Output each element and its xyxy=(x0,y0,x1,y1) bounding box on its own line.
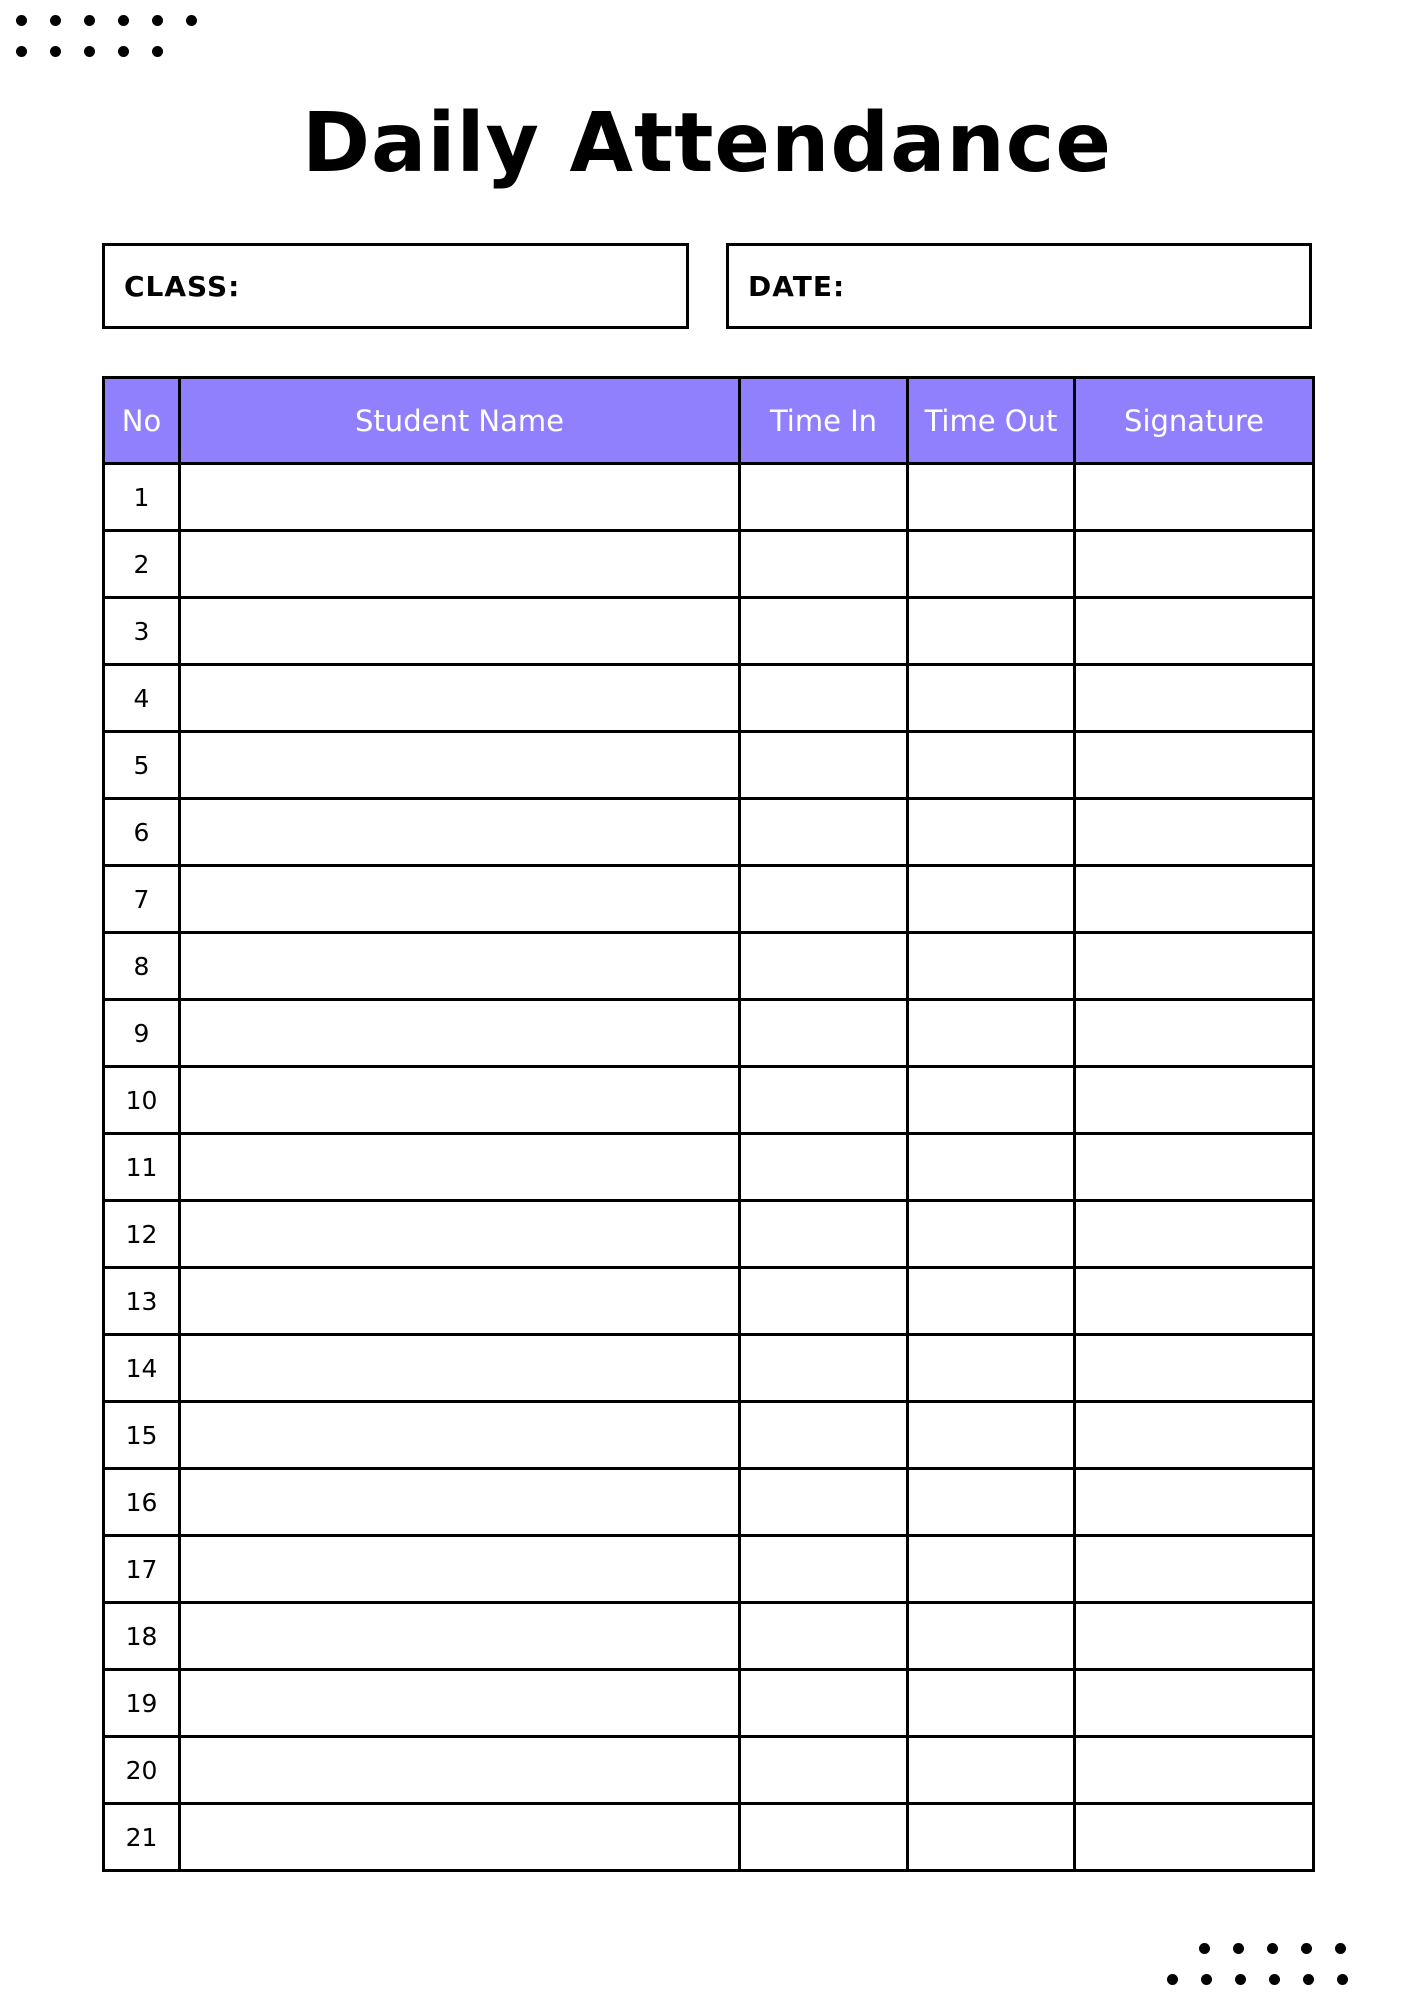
signature-cell[interactable] xyxy=(1075,799,1314,866)
time-out-cell[interactable] xyxy=(908,933,1075,1000)
signature-cell[interactable] xyxy=(1075,1469,1314,1536)
decorative-dots-top xyxy=(16,15,197,57)
time-in-cell[interactable] xyxy=(740,799,908,866)
row-number: 21 xyxy=(104,1804,180,1871)
attendance-table xyxy=(102,376,1315,1872)
row-number: 17 xyxy=(104,1536,180,1603)
table-row xyxy=(104,1603,1314,1670)
time-out-cell[interactable] xyxy=(908,866,1075,933)
time-out-cell[interactable] xyxy=(908,799,1075,866)
time-in-cell[interactable] xyxy=(740,1201,908,1268)
time-in-cell[interactable] xyxy=(740,1402,908,1469)
class-field[interactable] xyxy=(102,243,689,329)
signature-cell[interactable] xyxy=(1075,1134,1314,1201)
row-number: 10 xyxy=(104,1067,180,1134)
time-out-cell[interactable] xyxy=(908,531,1075,598)
time-out-cell[interactable] xyxy=(908,1804,1075,1871)
signature-cell[interactable] xyxy=(1075,732,1314,799)
signature-cell[interactable] xyxy=(1075,1737,1314,1804)
date-field[interactable] xyxy=(726,243,1312,329)
signature-cell[interactable] xyxy=(1075,598,1314,665)
time-out-cell[interactable] xyxy=(908,1402,1075,1469)
time-out-cell[interactable] xyxy=(908,1268,1075,1335)
table-row xyxy=(104,464,1314,531)
row-number: 5 xyxy=(104,732,180,799)
student-name-cell[interactable] xyxy=(180,1469,740,1536)
signature-cell[interactable] xyxy=(1075,1603,1314,1670)
time-out-cell[interactable] xyxy=(908,1737,1075,1804)
table-row xyxy=(104,732,1314,799)
row-number: 12 xyxy=(104,1201,180,1268)
time-out-cell[interactable] xyxy=(908,1000,1075,1067)
signature-cell[interactable] xyxy=(1075,531,1314,598)
student-name-cell[interactable] xyxy=(180,799,740,866)
table-row xyxy=(104,1000,1314,1067)
time-in-cell[interactable] xyxy=(740,598,908,665)
signature-cell[interactable] xyxy=(1075,1804,1314,1871)
time-out-cell[interactable] xyxy=(908,1134,1075,1201)
time-in-cell[interactable] xyxy=(740,531,908,598)
row-number: 7 xyxy=(104,866,180,933)
signature-cell[interactable] xyxy=(1075,1201,1314,1268)
header-time-out: Time Out xyxy=(908,378,1075,464)
signature-cell[interactable] xyxy=(1075,1536,1314,1603)
time-out-cell[interactable] xyxy=(908,1603,1075,1670)
row-number: 15 xyxy=(104,1402,180,1469)
student-name-cell[interactable] xyxy=(180,1670,740,1737)
time-in-cell[interactable] xyxy=(740,665,908,732)
signature-cell[interactable] xyxy=(1075,1402,1314,1469)
class-label: CLASS: xyxy=(124,269,241,303)
time-out-cell[interactable] xyxy=(908,1670,1075,1737)
row-number: 18 xyxy=(104,1603,180,1670)
row-number: 13 xyxy=(104,1268,180,1335)
time-in-cell[interactable] xyxy=(740,866,908,933)
signature-cell[interactable] xyxy=(1075,1670,1314,1737)
time-in-cell[interactable] xyxy=(740,464,908,531)
time-out-cell[interactable] xyxy=(908,1335,1075,1402)
signature-cell[interactable] xyxy=(1075,665,1314,732)
student-name-cell[interactable] xyxy=(180,1201,740,1268)
time-out-cell[interactable] xyxy=(908,732,1075,799)
header-time-in: Time In xyxy=(740,378,908,464)
row-number: 8 xyxy=(104,933,180,1000)
table-row xyxy=(104,665,1314,732)
row-number: 6 xyxy=(104,799,180,866)
table-row xyxy=(104,1670,1314,1737)
row-number: 20 xyxy=(104,1737,180,1804)
header-signature: Signature xyxy=(1075,378,1314,464)
student-name-cell[interactable] xyxy=(180,933,740,1000)
time-in-cell[interactable] xyxy=(740,1603,908,1670)
time-in-cell[interactable] xyxy=(740,933,908,1000)
student-name-cell[interactable] xyxy=(180,464,740,531)
time-in-cell[interactable] xyxy=(740,1536,908,1603)
time-in-cell[interactable] xyxy=(740,1134,908,1201)
table-row xyxy=(104,1201,1314,1268)
table-row xyxy=(104,1804,1314,1871)
student-name-cell[interactable] xyxy=(180,531,740,598)
student-name-cell[interactable] xyxy=(180,1067,740,1134)
time-in-cell[interactable] xyxy=(740,1067,908,1134)
signature-cell[interactable] xyxy=(1075,464,1314,531)
student-name-cell[interactable] xyxy=(180,598,740,665)
row-number: 2 xyxy=(104,531,180,598)
table-row xyxy=(104,598,1314,665)
time-in-cell[interactable] xyxy=(740,1469,908,1536)
student-name-cell[interactable] xyxy=(180,732,740,799)
time-out-cell[interactable] xyxy=(908,598,1075,665)
page-title: Daily Attendance xyxy=(301,96,1113,191)
student-name-cell[interactable] xyxy=(180,1603,740,1670)
row-number: 3 xyxy=(104,598,180,665)
student-name-cell[interactable] xyxy=(180,1536,740,1603)
table-row xyxy=(104,1737,1314,1804)
row-number: 14 xyxy=(104,1335,180,1402)
date-label: DATE: xyxy=(748,269,846,303)
header-no: No xyxy=(104,378,180,464)
signature-cell[interactable] xyxy=(1075,933,1314,1000)
time-in-cell[interactable] xyxy=(740,1000,908,1067)
time-out-cell[interactable] xyxy=(908,464,1075,531)
student-name-cell[interactable] xyxy=(180,665,740,732)
table-row xyxy=(104,933,1314,1000)
time-out-cell[interactable] xyxy=(908,1067,1075,1134)
time-in-cell[interactable] xyxy=(740,1670,908,1737)
header-student-name: Student Name xyxy=(180,378,740,464)
table-row xyxy=(104,1335,1314,1402)
row-number: 19 xyxy=(104,1670,180,1737)
table-row xyxy=(104,531,1314,598)
table-row xyxy=(104,1268,1314,1335)
signature-cell[interactable] xyxy=(1075,1268,1314,1335)
time-in-cell[interactable] xyxy=(740,1268,908,1335)
time-out-cell[interactable] xyxy=(908,1536,1075,1603)
time-in-cell[interactable] xyxy=(740,1737,908,1804)
student-name-cell[interactable] xyxy=(180,1402,740,1469)
row-number: 11 xyxy=(104,1134,180,1201)
table-row xyxy=(104,799,1314,866)
table-body xyxy=(104,464,1314,1871)
table-row xyxy=(104,1536,1314,1603)
time-in-cell[interactable] xyxy=(740,1804,908,1871)
table-row xyxy=(104,1067,1314,1134)
table-row xyxy=(104,1134,1314,1201)
decorative-dots-bottom xyxy=(1167,1943,1348,1985)
student-name-cell[interactable] xyxy=(180,1335,740,1402)
student-name-cell[interactable] xyxy=(180,1134,740,1201)
signature-cell[interactable] xyxy=(1075,1067,1314,1134)
student-name-cell[interactable] xyxy=(180,1737,740,1804)
row-number: 16 xyxy=(104,1469,180,1536)
table-row xyxy=(104,866,1314,933)
signature-cell[interactable] xyxy=(1075,1335,1314,1402)
row-number: 9 xyxy=(104,1000,180,1067)
row-number: 4 xyxy=(104,665,180,732)
student-name-cell[interactable] xyxy=(180,866,740,933)
signature-cell[interactable] xyxy=(1075,1000,1314,1067)
table-header-row xyxy=(104,378,1314,464)
student-name-cell[interactable] xyxy=(180,1268,740,1335)
time-out-cell[interactable] xyxy=(908,1469,1075,1536)
student-name-cell[interactable] xyxy=(180,1804,740,1871)
time-in-cell[interactable] xyxy=(740,732,908,799)
signature-cell[interactable] xyxy=(1075,866,1314,933)
table-row xyxy=(104,1402,1314,1469)
time-out-cell[interactable] xyxy=(908,665,1075,732)
table-row xyxy=(104,1469,1314,1536)
time-in-cell[interactable] xyxy=(740,1335,908,1402)
row-number: 1 xyxy=(104,464,180,531)
student-name-cell[interactable] xyxy=(180,1000,740,1067)
time-out-cell[interactable] xyxy=(908,1201,1075,1268)
